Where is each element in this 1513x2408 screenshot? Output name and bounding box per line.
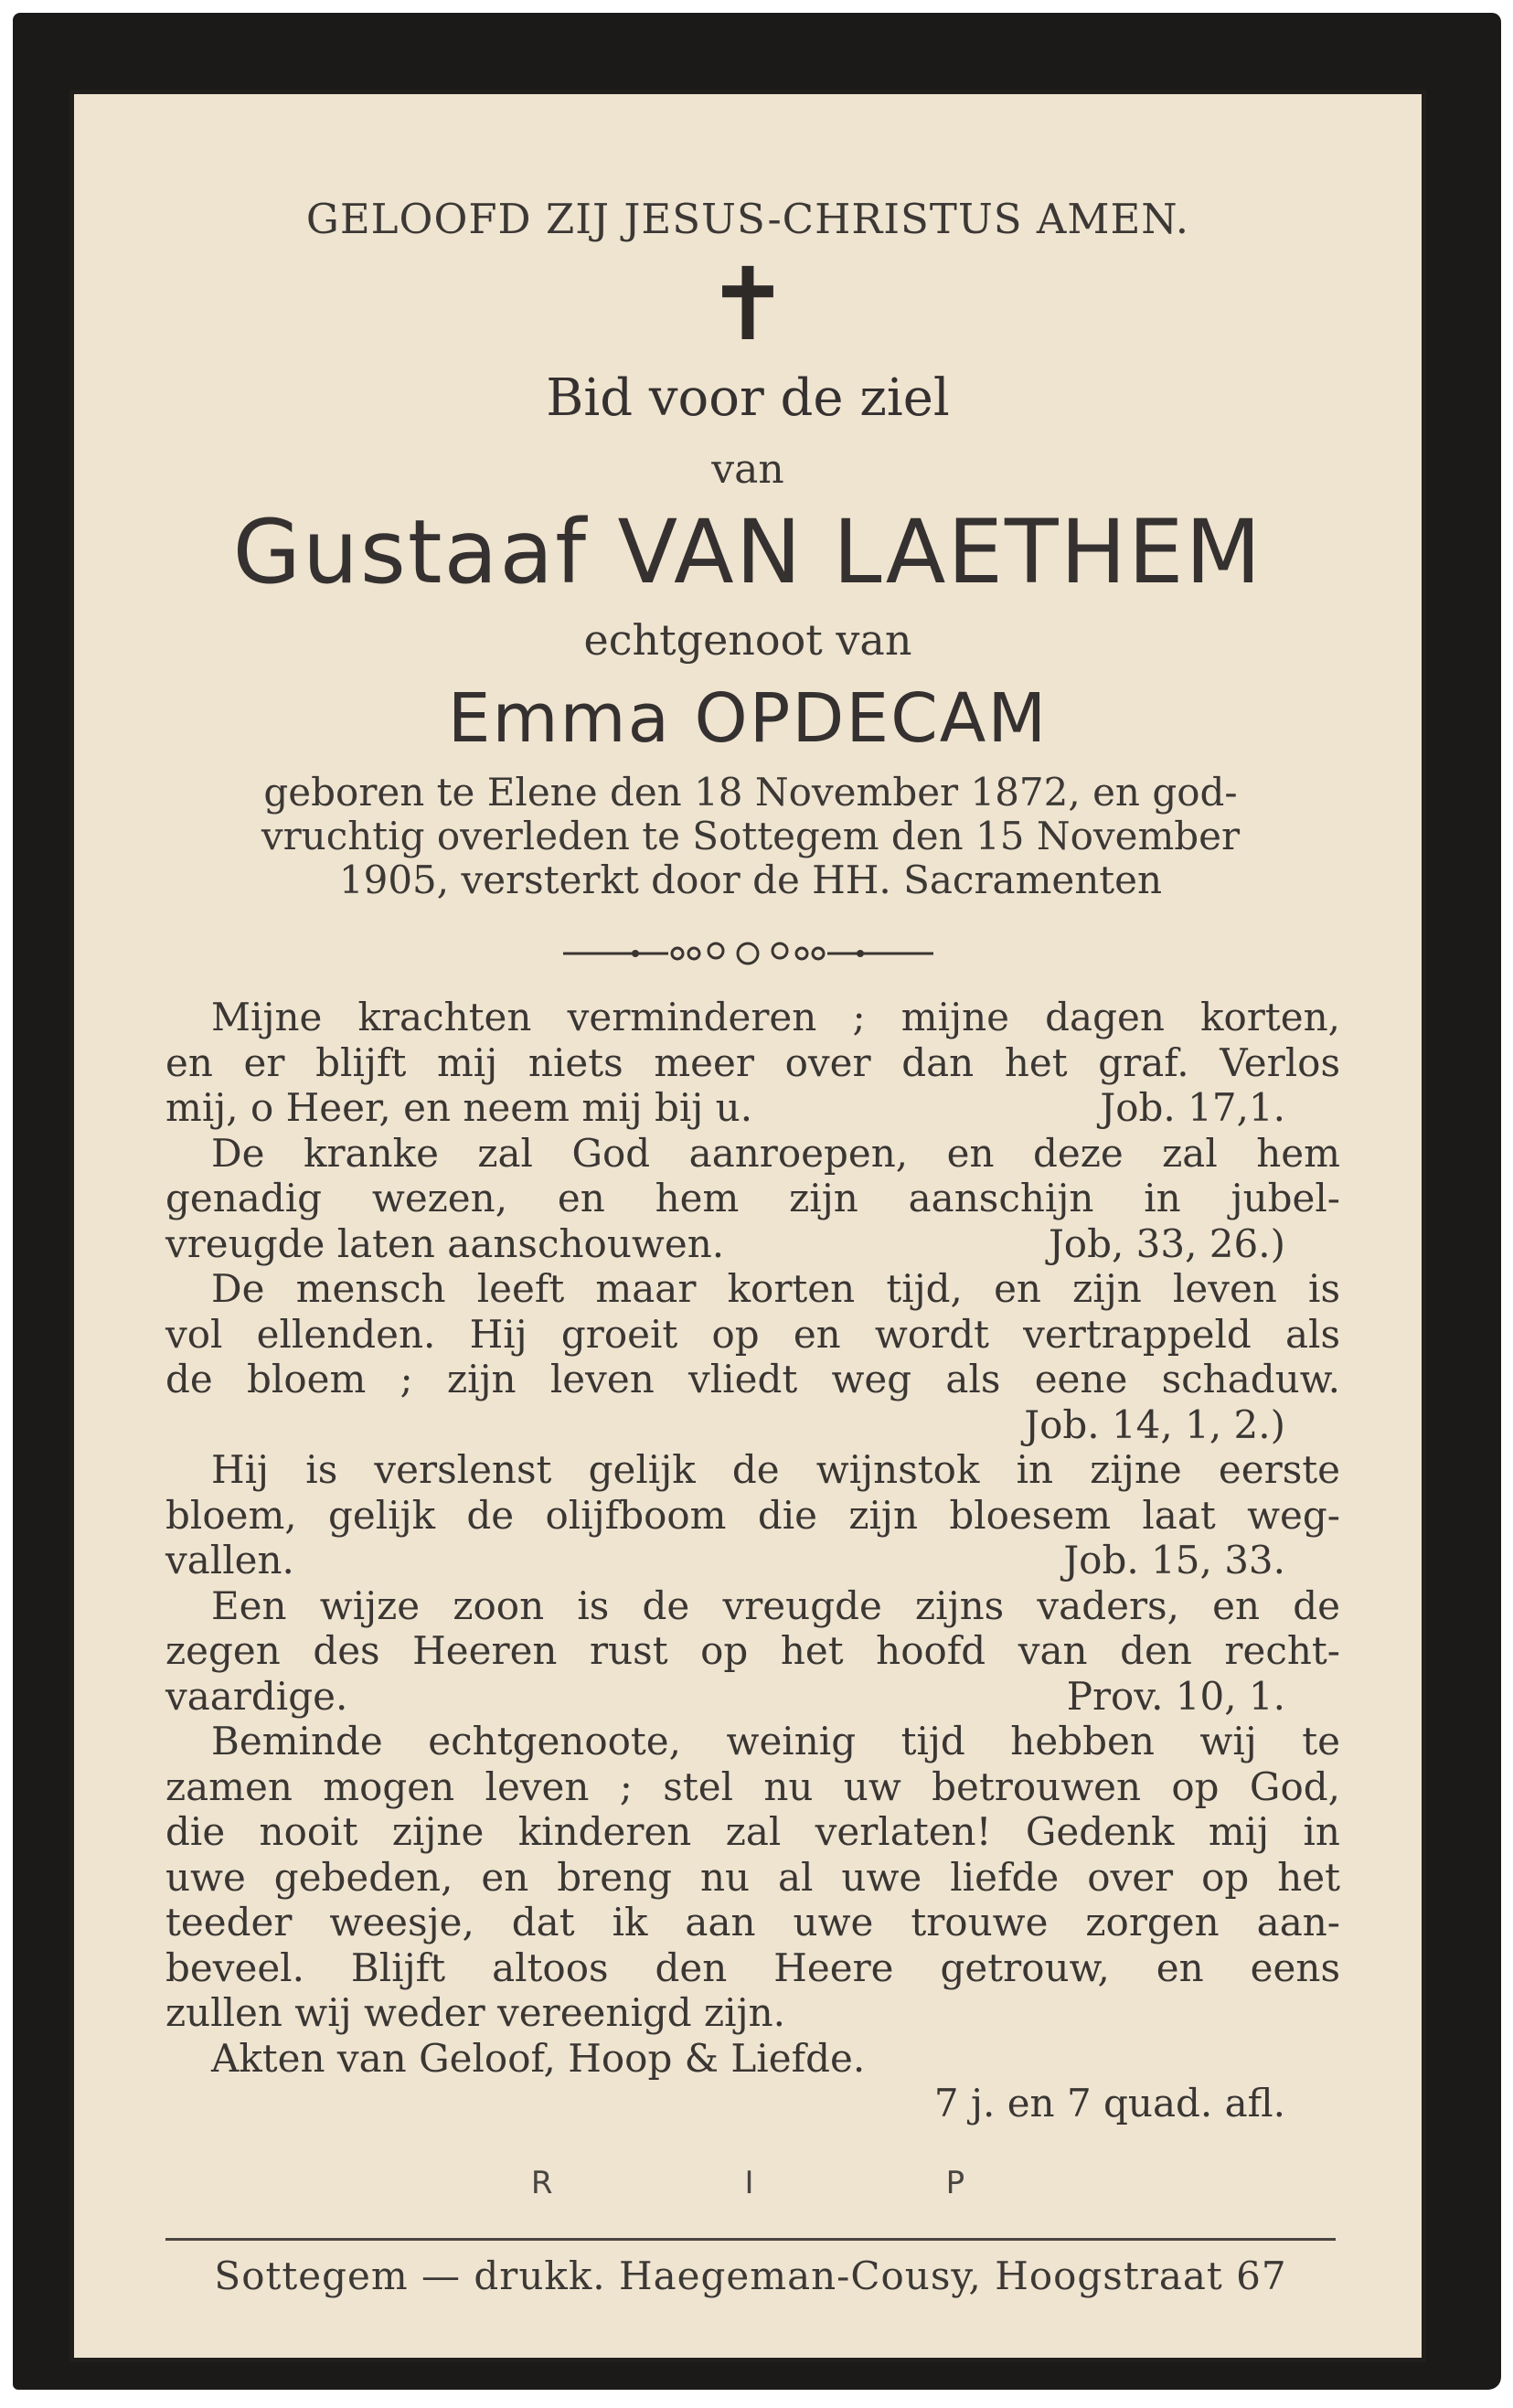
verses-block	[165, 995, 1340, 2126]
verse-reference: Job. 17,1.	[1100, 1085, 1285, 1130]
birth-line: 1905, versterkt door de HH. Sacramenten	[338, 858, 1163, 902]
birth-line: geboren te Elene den 18 November 1872, en god-	[263, 770, 1238, 815]
indulgence-line: 7 j. en 7 quad. afl.	[933, 2081, 1285, 2126]
memorial-card-border	[13, 13, 1501, 2390]
verse-line: zamen mogen leven ; stel nu uw betrouwen op God,	[165, 1763, 1340, 1809]
verse-line: en er blijft mij niets meer over dan het graf. Verlos	[165, 1039, 1340, 1085]
verse-reference: Job. 14, 1, 2.)	[1024, 1401, 1285, 1447]
verse-line: vol ellenden. Hij groeit op en wordt vertrappeld als	[165, 1311, 1340, 1357]
verse-line: beveel. Blijft altoos den Heere getrouw, en eens	[165, 1945, 1340, 1990]
verse-line: bloem, gelijk de olijfboom die zijn bloesem laat weg-	[165, 1492, 1340, 1538]
birth-line: vruchtig overleden te Sottegem den 15 November	[261, 814, 1241, 858]
verse-line: de bloem ; zijn leven vliedt weg als eene schaduw.	[165, 1357, 1340, 1401]
memorial-card-paper	[69, 90, 1426, 2362]
verse-line: zegen des Heeren rust op het hoofd van den recht-	[165, 1628, 1340, 1673]
verse-text: vallen.	[165, 1538, 294, 1582]
cross-icon: ✝	[705, 246, 791, 363]
deceased-name: Gustaaf VAN LAETHEM	[232, 501, 1263, 603]
verse-line: zullen wij weder vereenigd zijn.	[165, 1990, 785, 2035]
verse-line-with-ref	[165, 1221, 1340, 1267]
verse-line: De mensch leeft maar korten tijd, en zijn leven is	[211, 1266, 1340, 1311]
verse-line: Een wijze zoon is de vreugde zijns vaders, en de	[211, 1582, 1340, 1628]
verse-reference: Prov. 10, 1.	[1066, 1673, 1285, 1719]
ornament-divider	[74, 935, 1422, 972]
verse-line: De kranke zal God aanroepen, en deze zal hem	[211, 1130, 1340, 1176]
verse-line: Mijne krachten verminderen ; mijne dagen korten,	[211, 995, 1340, 1039]
van-text: van	[711, 446, 784, 493]
verse-reference: Job. 15, 33.	[1063, 1538, 1285, 1582]
verse-text: vreugde laten aanschouwen.	[165, 1220, 725, 1266]
verse-line: uwe gebeden, en breng nu al uwe liefde over op het	[165, 1854, 1340, 1900]
verse-line: teeder weesje, dat ik aan uwe trouwe zorgen aan-	[165, 1900, 1340, 1945]
verse-text: mij, o Heer, en neem mij bij u.	[165, 1085, 753, 1130]
footer-rule	[165, 2238, 1336, 2241]
pray-line: Bid voor de ziel	[546, 368, 950, 428]
verse-reference-line	[165, 1402, 1340, 1448]
verse-line-with-ref	[165, 1538, 1340, 1583]
verse-reference: Job, 33, 26.)	[1048, 1220, 1285, 1266]
acts-line: Akten van Geloof, Hoop & Liefde.	[211, 2035, 866, 2081]
spouse-intro: echtgenoot van	[583, 615, 912, 665]
verse-line-with-ref	[165, 1674, 1340, 1720]
rip-letter: I	[744, 2165, 754, 2201]
rip-letter: R	[530, 2165, 553, 2201]
birth-death-details	[165, 771, 1336, 902]
verse-text: vaardige.	[165, 1673, 348, 1719]
rip-letter: P	[945, 2165, 965, 2201]
verse-line: genadig wezen, en hem zijn aanschijn in jubel-	[165, 1176, 1340, 1220]
verse-line: Beminde echtgenoote, weinig tijd hebben wij te	[211, 1719, 1340, 1763]
verse-line-with-ref	[165, 1085, 1340, 1131]
spouse-name: Emma OPDECAM	[447, 679, 1049, 758]
verse-line: Hij is verslenst gelijk de wijnstok in zijne eerste	[211, 1447, 1340, 1492]
rip-letters	[74, 2165, 1422, 2201]
header-text: GELOOFD ZIJ JESUS-CHRISTUS AMEN.	[305, 195, 1190, 243]
printer-credit: Sottegem — drukk. Haegeman-Cousy, Hoogstraat 67	[214, 2254, 1287, 2298]
verse-line: die nooit zijne kinderen zal verlaten! Gedenk mij in	[165, 1809, 1340, 1854]
